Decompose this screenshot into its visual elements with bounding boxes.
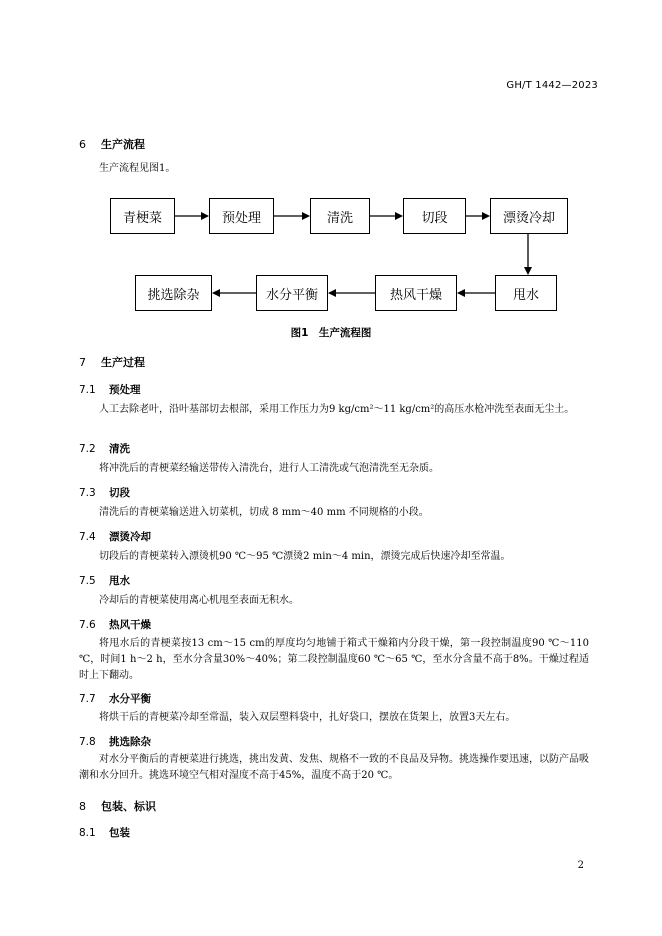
subsection-7-5-text: 冷却后的青梗菜使用离心机甩至表面无积水。: [99, 595, 299, 606]
subsection-number: 7.1: [79, 384, 96, 396]
subsection-7-3-text: 清洗后的青梗菜输送进入切菜机，切成 8 mm～40 mm 不同规格的小段。: [99, 507, 429, 518]
subsection-7-4-heading: [79, 529, 151, 544]
section-number: 7: [79, 356, 86, 369]
flow-box-blanch-cool: 漂烫冷却: [490, 198, 568, 234]
flow-box-preprocess: 预处理: [209, 198, 274, 234]
subsection-7-8-heading: [79, 734, 151, 749]
subsection-8-1-heading: [79, 825, 130, 840]
subsection-title: 漂烫冷却: [109, 531, 151, 543]
page-number: 2: [577, 860, 584, 871]
flow-box-moisture-balance: 水分平衡: [256, 275, 328, 311]
section-title: 生产流程: [101, 138, 145, 151]
subsection-number: 7.3: [79, 487, 96, 499]
subsection-title: 挑选除杂: [109, 736, 151, 748]
flow-arrows: [0, 0, 662, 340]
section-8-heading: [79, 798, 156, 814]
section-6-intro: 生产流程见图1。: [99, 163, 176, 174]
section-title: 生产过程: [101, 356, 145, 369]
subsection-7-6-text: 将甩水后的青梗菜按13 cm～15 cm的厚度均匀地铺于箱式干燥箱内分段干燥，第一段控制温度90 ℃～110 ℃，时间1 h～2 h，至水分含量30%～40%；第二段控制温度60 ℃～65 ℃，至水分含量不高于8%。干燥过程适时上下翻动。: [79, 638, 589, 681]
subsection-number: 7.7: [79, 693, 96, 705]
subsection-number: 7.2: [79, 443, 96, 455]
flow-box-wash: 清洗: [310, 198, 370, 234]
subsection-number: 7.5: [79, 575, 96, 587]
subsection-7-8-text: 对水分平衡后的青梗菜进行挑选，挑出发黄、发焦、规格不一致的不良品及异物。挑选操作要迅速，以防产品吸潮和水分回升。挑选环境空气相对湿度不高于45%，温度不高于20 ℃。: [79, 754, 589, 781]
subsection-title: 热风干燥: [109, 619, 151, 631]
flow-box-qinggengcai: 青梗菜: [110, 198, 175, 234]
subsection-number: 7.8: [79, 736, 96, 748]
flow-box-hot-air-dry: 热风干燥: [375, 275, 457, 311]
subsection-number: 7.4: [79, 531, 96, 543]
subsection-title: 清洗: [109, 443, 130, 455]
subsection-title: 甩水: [109, 575, 130, 587]
subsection-title: 包装: [109, 827, 130, 839]
subsection-title: 切段: [109, 487, 130, 499]
subsection-7-2-heading: [79, 441, 130, 456]
subsection-7-4-text: 切段后的青梗菜转入漂烫机90 ℃～95 ℃漂烫2 min～4 min，漂烫完成后快速冷却至常温。: [99, 551, 511, 562]
section-title: 包装、标识: [101, 800, 156, 813]
figure-caption: 图1 生产流程图: [290, 327, 372, 339]
subsection-number: 8.1: [79, 827, 96, 839]
subsection-title: 预处理: [109, 384, 141, 396]
flow-box-cut: 切段: [403, 198, 466, 234]
subsection-7-1-heading: [79, 382, 141, 397]
subsection-7-1-text: 人工去除老叶，沿叶基部切去根部，采用工作压力为9 kg/cm²～11 kg/cm²的高压水枪冲洗至表面无尘土。: [99, 404, 575, 415]
subsection-number: 7.6: [79, 619, 96, 631]
subsection-7-2-text: 将冲洗后的青梗菜经输送带传入清洗台，进行人工清洗或气泡清洗至无杂质。: [99, 463, 439, 474]
flow-box-sort: 挑选除杂: [135, 275, 212, 311]
subsection-7-7-text: 将烘干后的青梗菜冷却至常温，装入双层塑料袋中，扎好袋口，摆放在货架上，放置3天左右。: [99, 712, 516, 723]
flow-box-spin-dry: 甩水: [495, 275, 557, 311]
standard-code: GH/T 1442—2023: [506, 80, 598, 91]
section-7-heading: [79, 354, 145, 370]
subsection-title: 水分平衡: [109, 693, 151, 705]
section-number: 6: [79, 138, 86, 151]
section-number: 8: [79, 800, 86, 813]
subsection-7-3-heading: [79, 485, 130, 500]
subsection-7-5-heading: [79, 573, 130, 588]
subsection-7-6-heading: [79, 617, 151, 632]
subsection-7-7-heading: [79, 691, 151, 706]
